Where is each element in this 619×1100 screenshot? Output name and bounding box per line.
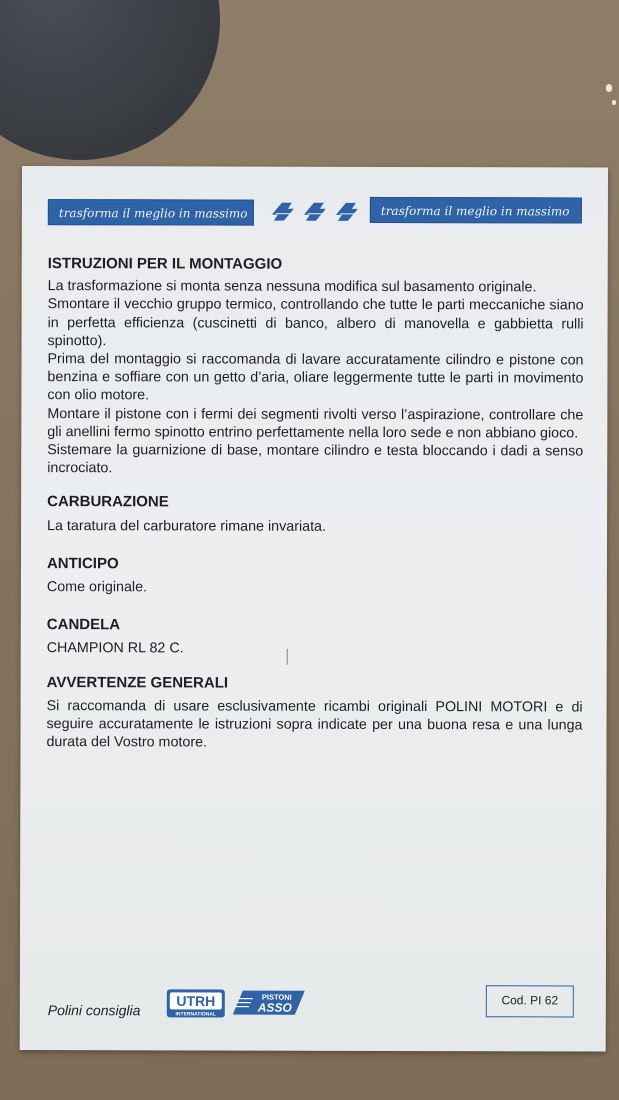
section-montaggio [47,255,584,479]
footer-brand-text: Polini consiglia [47,1002,141,1019]
section-title: ANTICIPO [46,554,119,573]
arrow-mark-icon [336,203,358,221]
pistoni-asso-logo [233,989,305,1017]
slogan-banner-left [48,199,254,226]
slogan-banner-right [370,197,582,224]
section-text: Si raccomanda di usare esclusivamente ricambi originali POLINI MOTORI e di seguire accuratamente le istruzioni sopra indicate per una buona resa e una lunga durata del Vostro motore. [46,697,583,751]
section-candela [47,616,583,659]
section-carburazione [47,494,583,537]
utrh-logo [166,988,226,1018]
section-text: Come originale. [46,579,148,596]
slogan-text: trasforma il meglio in massimo [58,206,248,221]
section-title: AVVERTENZE GENERALI [46,673,229,692]
instruction-sheet [20,166,608,1052]
utrh-logo-text: UTRH [176,992,216,1010]
instruction-paragraph: Montare il pistone con i fermi dei segmenti rivolti verso l’aspirazione, controllare che gli anellini fermo spinotto entrino perfettamente nella loro sede e non abbiano gioco. [47,405,584,442]
instruction-paragraph: Smontare il vecchio gruppo termico, controllando che tutte le parti meccaniche siano in perfetta efficienza (cuscinetti di banco, albero di manovella e gabbietta rulli spinotto). [47,296,584,350]
pistoni-asso-maintext: ASSO [257,1000,292,1015]
slogan-text: trasforma il meglio in massimo [380,203,570,219]
pistoni-asso-toptext: PISTONI [261,992,292,1002]
arrow-mark-icon [272,203,294,221]
section-text: La taratura del carburatore rimane invariata. [47,517,327,535]
instruction-paragraph: Sistemare la guarnizione di base, montare cilindro e testa bloccando i dadi a senso incrociato. [47,442,584,477]
product-code: Cod. PI 62 [501,993,559,1008]
instructions-body [46,255,583,753]
section-text: CHAMPION RL 82 C. [46,640,184,657]
section-avvertenze [46,674,582,753]
arrow-mark-icon [304,203,326,221]
background-crumb [606,84,612,92]
section-title: ISTRUZIONI PER IL MONTAGGIO [47,255,283,273]
section-title: CARBURAZIONE [47,493,169,511]
instruction-paragraph: Prima del montaggio si raccomanda di lavare accuratamente cilindro e pistone con benzina e soffiare con un getto d’aria, oliare leggermente tutte le parti in movimento con olio motore. [47,351,584,404]
background-dark-object [0,0,220,160]
brand-arrow-marks [268,197,363,227]
section-title: CANDELA [46,616,121,634]
product-code-box [486,985,574,1017]
utrh-logo-subtext: INTERNATIONAL [175,1011,217,1018]
instruction-paragraph: La trasformazione si monta senza nessuna modifica sul basamento originale. [47,278,537,296]
paper-mark [287,649,288,665]
section-anticipo [47,555,583,598]
background-crumb [612,100,616,105]
